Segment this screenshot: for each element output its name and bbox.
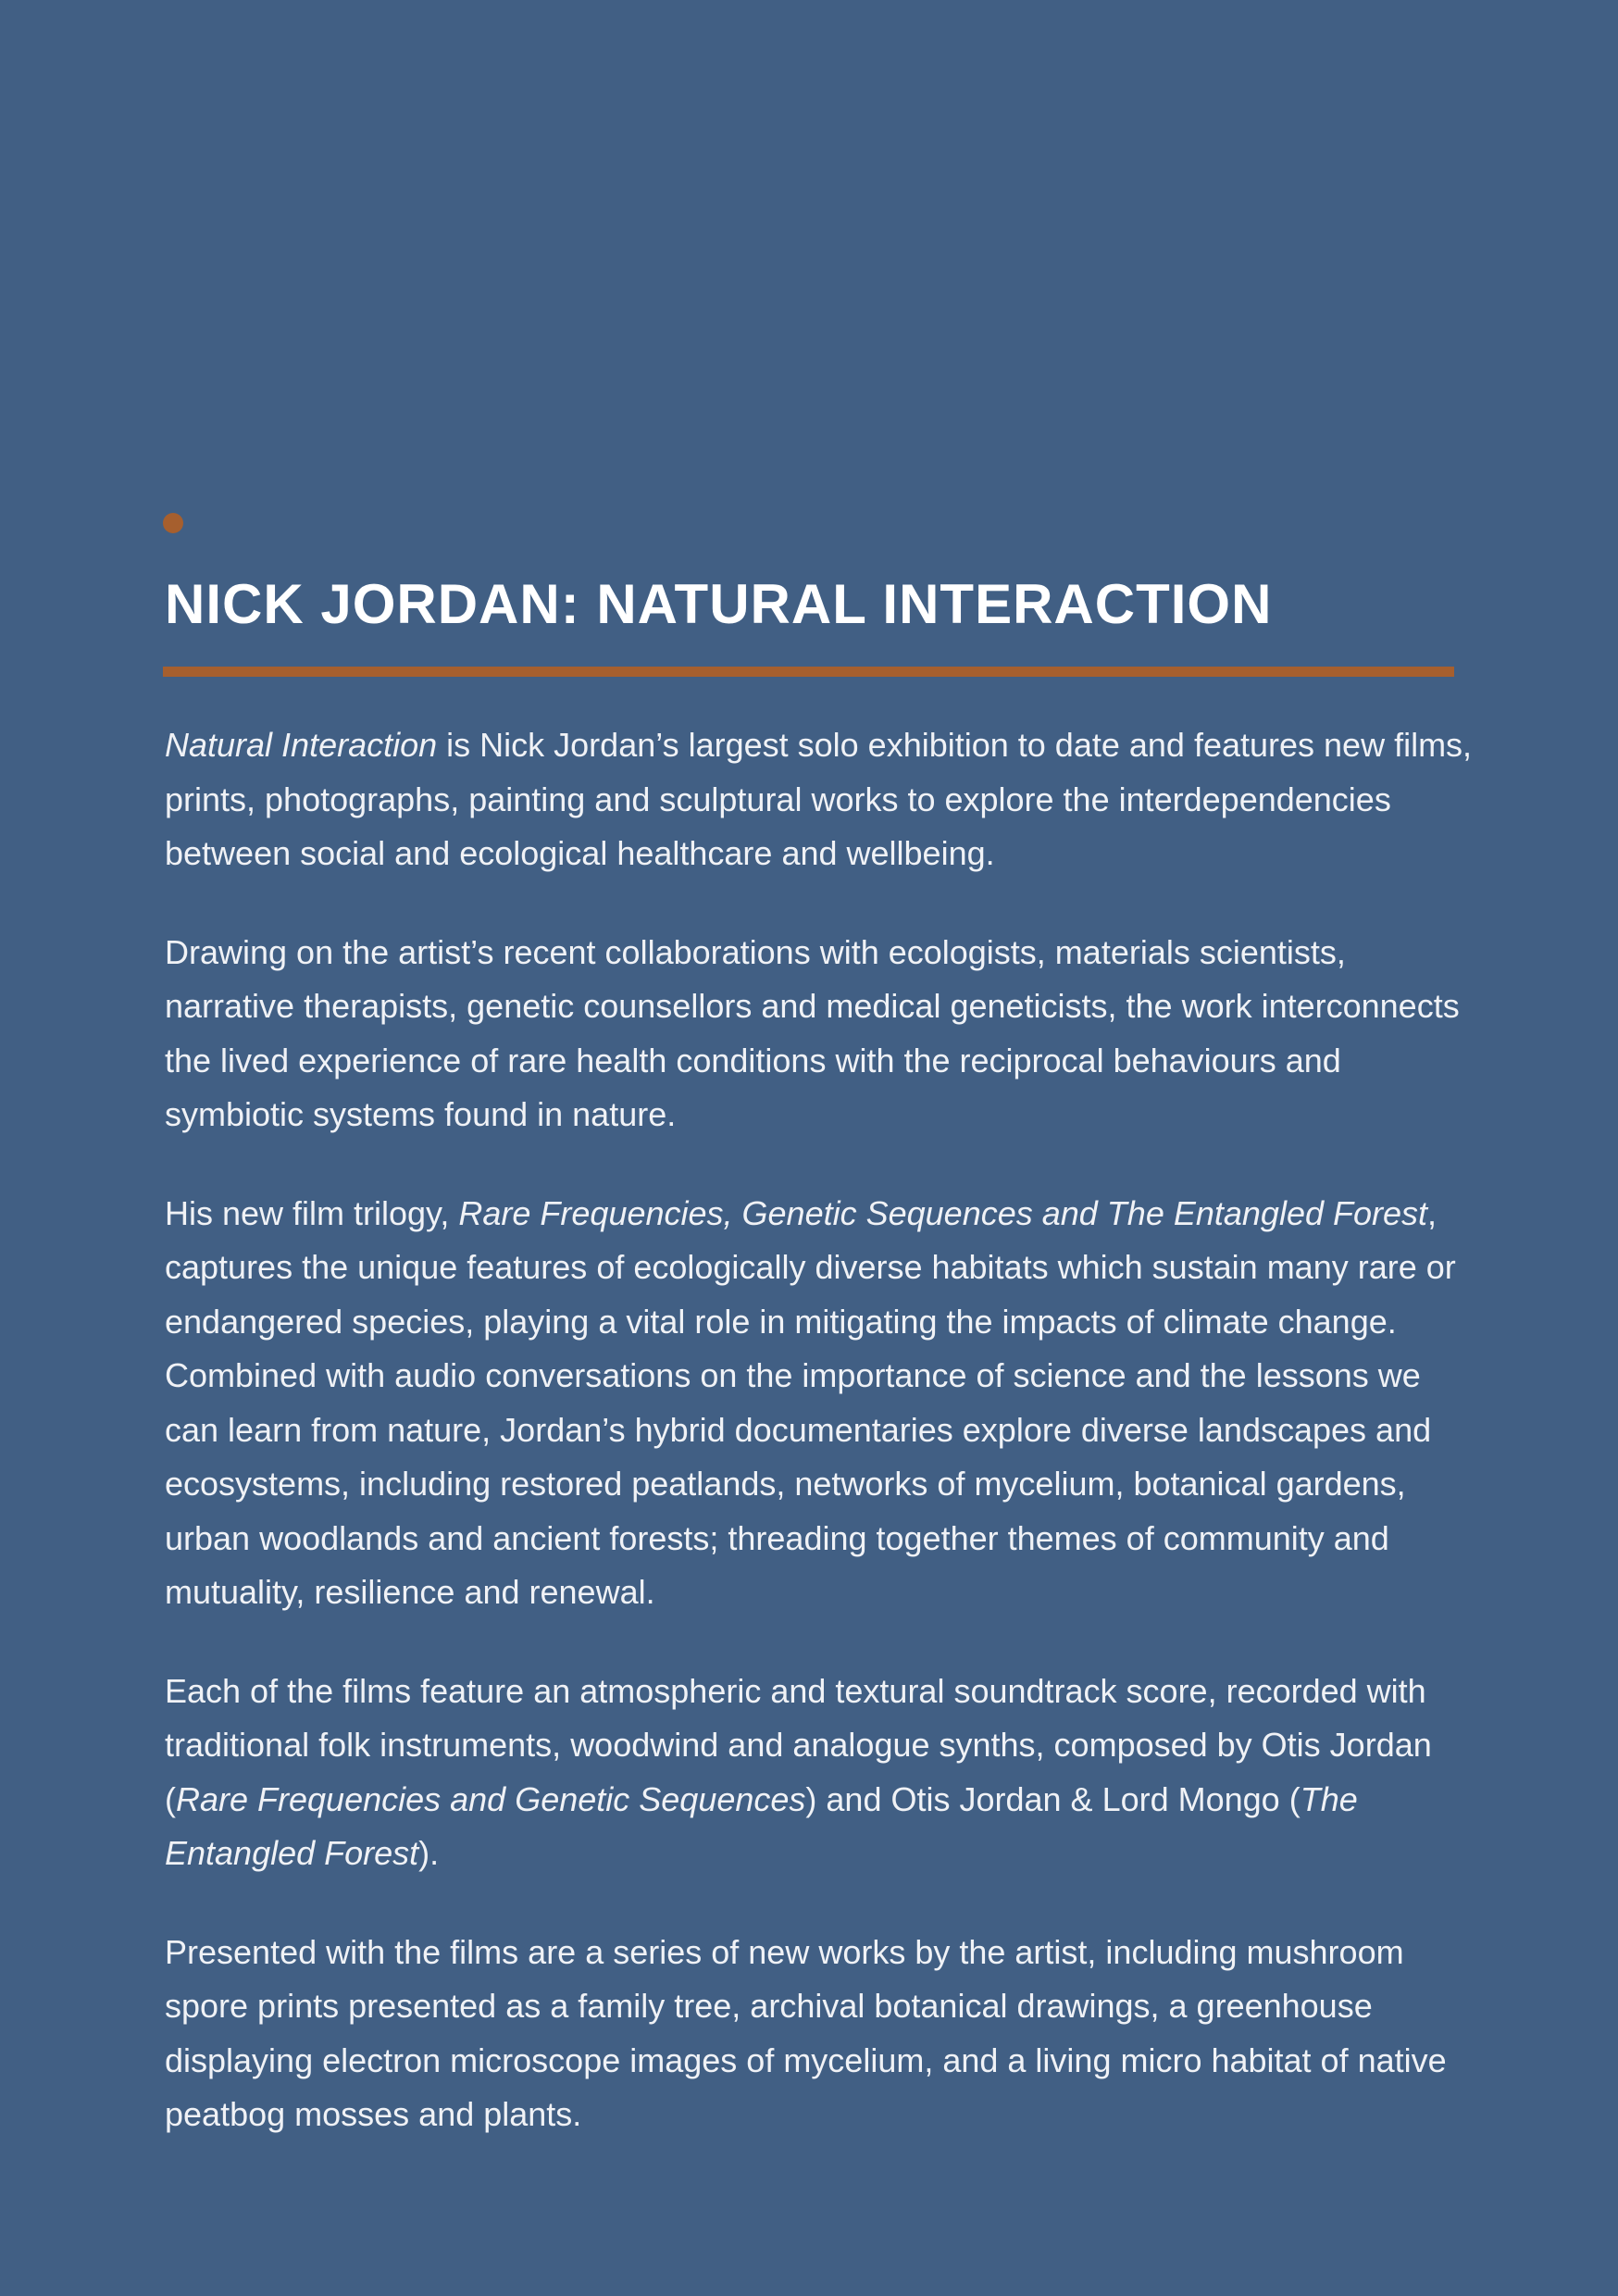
paragraph-3-rest: , captures the unique features of ecologically diverse habitats which sustain many rare or endangered species, playing a vital role in mitigating the impacts of climate change. Combined with audio conversations on the importance of science and the lessons we can learn from nature, Jordan’s hybrid documentaries explore diverse landscapes and ecosystems, including restored peatlands, networks of mycelium, botanical gardens, urban woodlands and ancient forests; threading together themes of community and mutuality, resilience and renewal. [165,1193,1456,1611]
paragraph-2: Drawing on the artist’s recent collaborations with ecologists, materials scientists, narrative therapists, genetic counsellors and medical geneticists, the work interconnects the lived experience of rare health conditions with the reciprocal behaviours and symbiotic systems found in nature. [165,932,1460,1133]
paragraph-1 [165,718,1479,881]
paragraph-5: Presented with the films are a series of new works by the artist, including mushroom spore prints presented as a family tree, archival botanical drawings, a greenhouse displaying electron microscope images of mycelium, and a living micro habitat of native peatbog mosses and plants. [165,1932,1447,2133]
paragraph-4-end: ). [418,1834,440,1872]
paragraph-3-start: His new film trilogy, [165,1193,459,1232]
paragraph-4-start: Each of the films feature an atmospheric and textural soundtrack score, recorded with traditional folk instruments, woodwind and analogue synths, composed by Otis Jordan ( [165,1671,1432,1818]
page-title: NICK JORDAN: NATURAL INTERACTION [165,573,1273,635]
paragraph-3 [165,1187,1479,1620]
film-trilogy-italic: Rare Frequencies, Genetic Sequences and The Entangled Forest [458,1193,1428,1232]
exhibition-title-italic: Natural Interaction [165,726,438,764]
paragraph-4-mid: ) and Otis Jordan & Lord Mongo ( [805,1779,1301,1818]
body-text [165,718,1479,2187]
bullet-dot-icon [163,513,183,533]
film-titles-italic: Rare Frequencies and Genetic Sequences [176,1779,806,1818]
paragraph-4 [165,1665,1479,1881]
title-divider [163,667,1454,677]
paragraph-1-text: is Nick Jordan’s largest solo exhibition to date and features new films, prints, photographs, painting and sculptural works to explore the interdependencies between social and ecological healthcare and wellbeing. [165,726,1473,872]
entangled-forest-italic: The Entangled Forest [165,1779,1358,1872]
